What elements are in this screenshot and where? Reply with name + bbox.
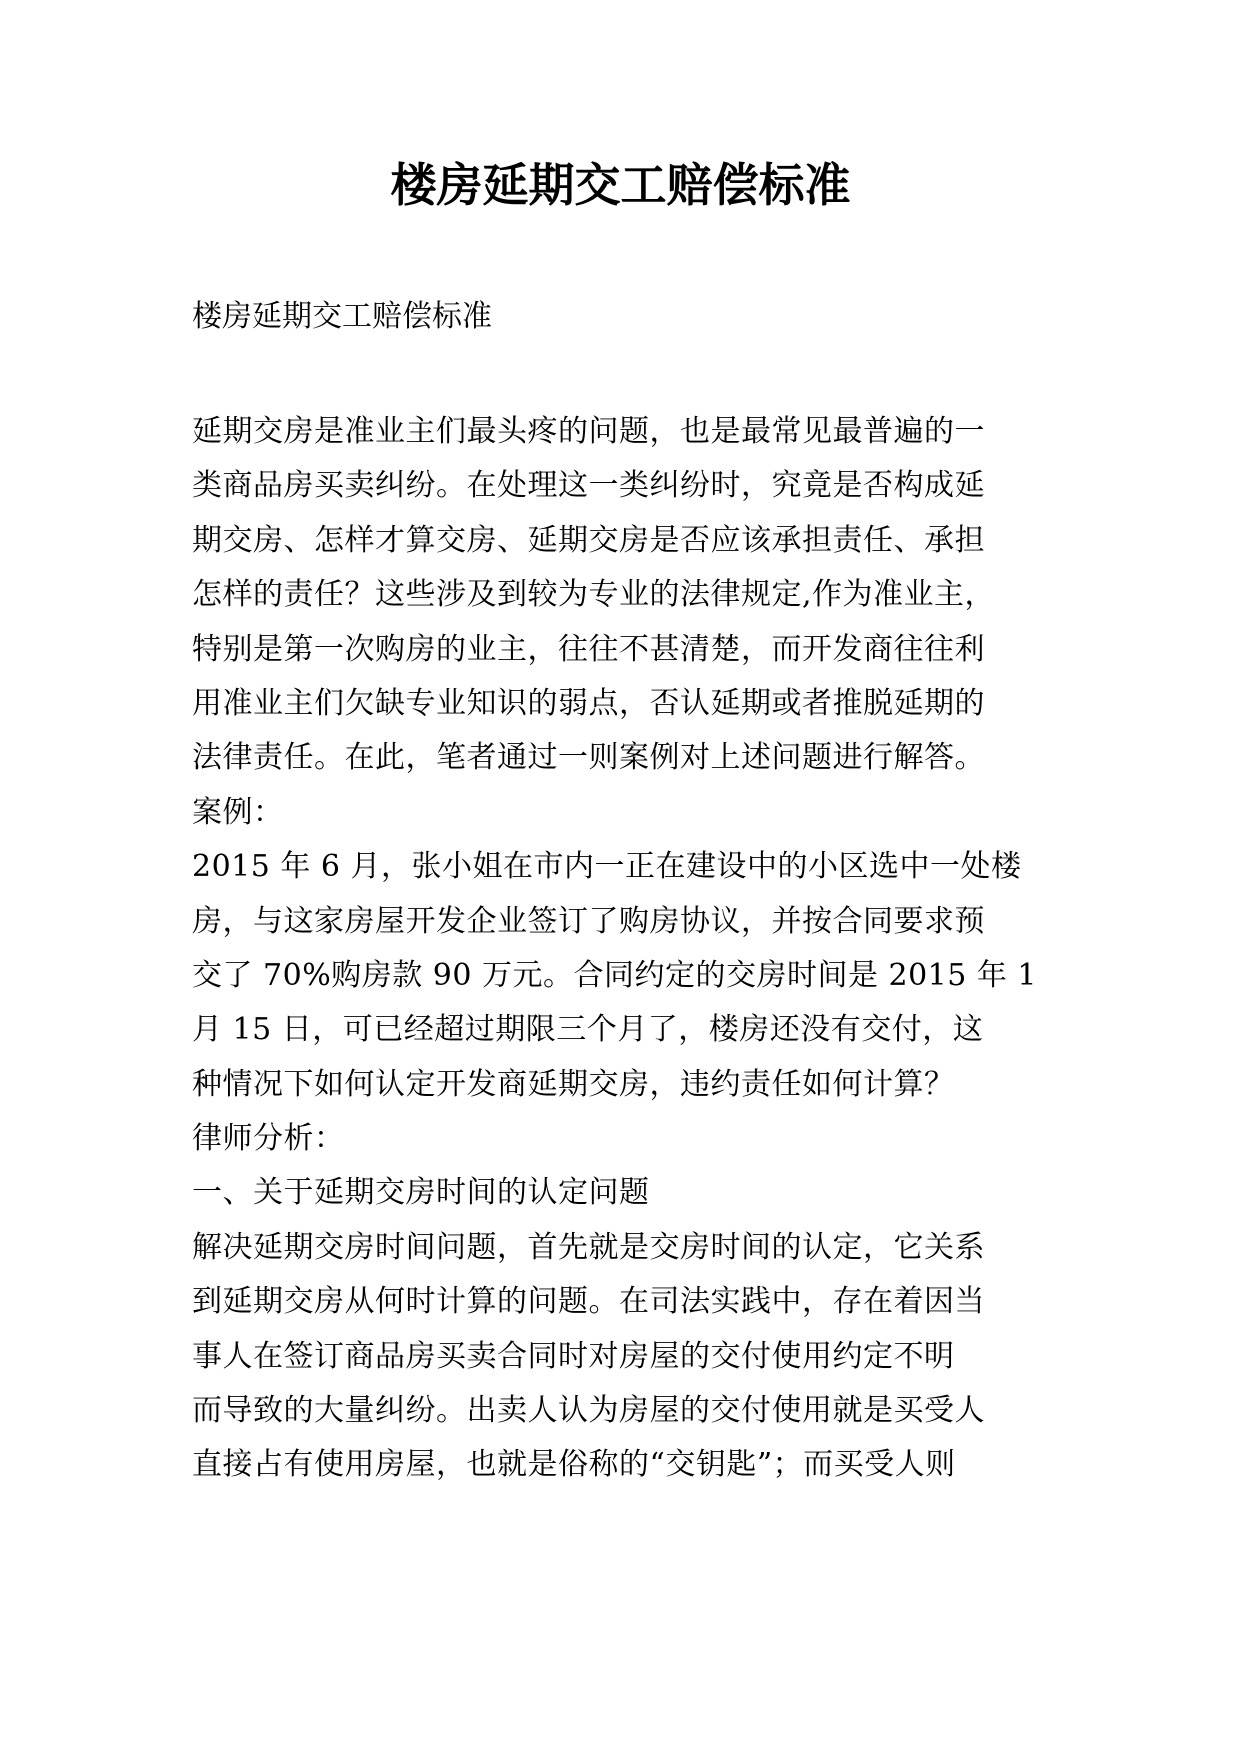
body-line: 延期交房是准业主们最头疼的问题，也是最常见最普遍的一 bbox=[192, 414, 985, 449]
body-line: 种情况下如何认定开发商延期交房，违约责任如何计算？ bbox=[192, 1066, 955, 1102]
body-line: 房，与这家房屋开发企业签订了购房协议，并按合同要求预 bbox=[192, 903, 985, 939]
body-line: 而导致的大量纠纷。出卖人认为房屋的交付使用就是买受人 bbox=[192, 1393, 985, 1429]
document-body bbox=[192, 405, 1052, 1493]
body-line: 用准业主们欠缺专业知识的弱点，否认延期或者推脱延期的 bbox=[192, 685, 985, 721]
document-title: 楼房延期交工赔偿标准 bbox=[390, 158, 851, 212]
document-subtitle: 楼房延期交工赔偿标准 bbox=[192, 299, 492, 334]
body-line: 期交房、怎样才算交房、延期交房是否应该承担责任、承担 bbox=[192, 522, 985, 558]
body-line: 案例： bbox=[192, 794, 284, 830]
body-line: 2015 年 6 月，张小姐在市内一正在建设中的小区选中一处楼 bbox=[192, 849, 1022, 885]
body-line: 直接占有使用房屋，也就是俗称的“交钥匙”；而买受人则 bbox=[192, 1447, 956, 1483]
body-line: 到延期交房从何时计算的问题。在司法实践中，存在着因当 bbox=[192, 1284, 985, 1320]
body-line: 一、关于延期交房时间的认定问题 bbox=[192, 1175, 650, 1211]
body-line: 类商品房买卖纠纷。在处理这一类纠纷时，究竟是否构成延 bbox=[192, 468, 985, 504]
body-line: 月 15 日，可已经超过期限三个月了，楼房还没有交付，这 bbox=[192, 1012, 984, 1048]
body-line: 法律责任。在此，笔者通过一则案例对上述问题进行解答。 bbox=[192, 740, 985, 776]
body-line: 律师分析： bbox=[192, 1121, 345, 1157]
body-line: 特别是第一次购房的业主，往往不甚清楚，而开发商往往利 bbox=[192, 631, 985, 667]
body-line: 怎样的责任？这些涉及到较为专业的法律规定,作为准业主， bbox=[192, 577, 996, 613]
body-line: 解决延期交房时间问题，首先就是交房时间的认定，它关系 bbox=[192, 1229, 985, 1265]
body-line: 交了 70%购房款 90 万元。合同约定的交房时间是 2015 年 1 bbox=[192, 957, 1038, 993]
body-line: 事人在签订商品房买卖合同时对房屋的交付使用约定不明 bbox=[192, 1338, 955, 1374]
